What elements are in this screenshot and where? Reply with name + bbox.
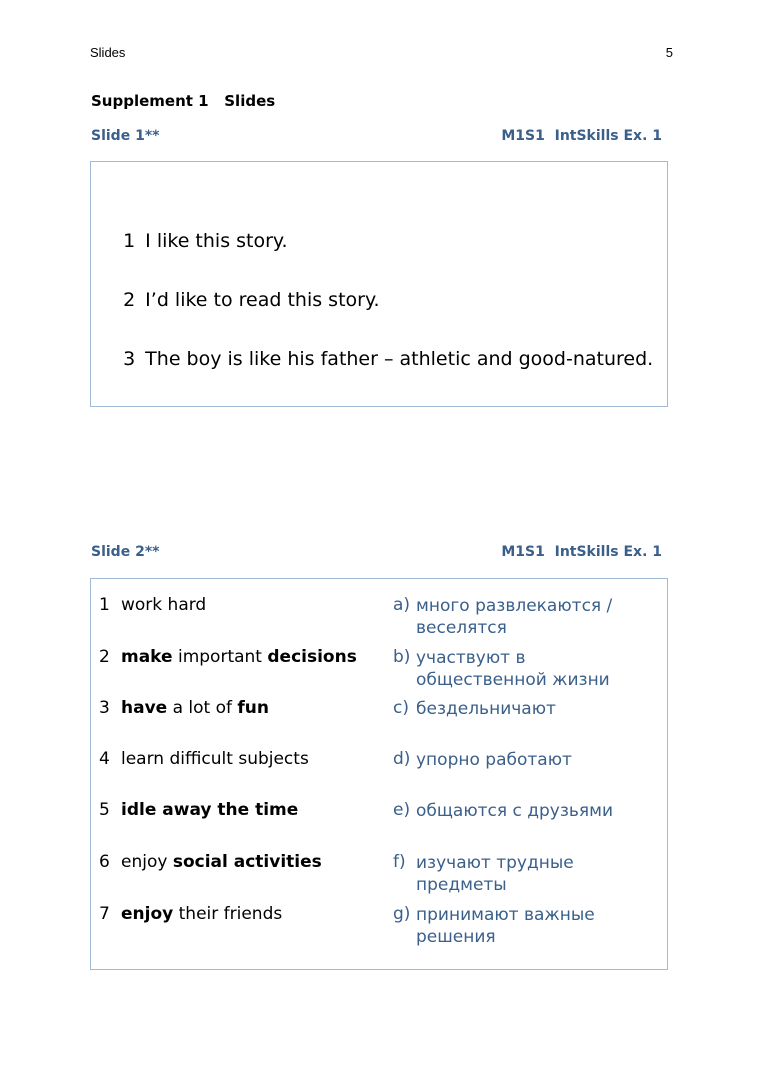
- phrase-part: learn difficult subjects: [121, 749, 309, 769]
- english-phrase: [121, 749, 309, 769]
- phrase-bold-part: fun: [237, 698, 270, 718]
- item-number: 1: [99, 595, 110, 615]
- phrase-bold-part: idle away the time: [121, 800, 299, 820]
- phrase-part: work hard: [121, 595, 207, 615]
- slide-1-line: [99, 208, 288, 274]
- item-number: 3: [99, 698, 110, 718]
- item-number: 6: [99, 852, 110, 872]
- russian-translation: бездельничают: [416, 699, 556, 719]
- phrase-bold-part: have: [121, 698, 168, 718]
- phrase-part: enjoy: [121, 852, 173, 872]
- slide-2-label: Slide 2**: [91, 544, 160, 560]
- page-header-title: Slides: [90, 45, 126, 60]
- phrase-bold-part: decisions: [267, 647, 357, 667]
- option-letter: g): [393, 904, 411, 924]
- line-number: 2: [123, 289, 136, 311]
- line-text: I like this story.: [145, 230, 288, 252]
- russian-translation: много развлекаются / веселятся: [416, 596, 613, 638]
- item-number: 2: [99, 647, 110, 667]
- page-number: 5: [665, 45, 673, 60]
- english-phrase: [121, 698, 269, 718]
- english-phrase: [121, 647, 357, 667]
- option-letter: b): [393, 647, 411, 667]
- slide-2-reference: M1S1 IntSkills Ex. 1: [501, 544, 662, 560]
- slide-1-label: Slide 1**: [91, 128, 160, 144]
- item-number: 4: [99, 749, 110, 769]
- slide-1-box: [90, 161, 668, 407]
- slide-1-reference: M1S1 IntSkills Ex. 1: [501, 128, 662, 144]
- item-number: 5: [99, 800, 110, 820]
- option-letter: e): [393, 800, 411, 820]
- russian-translation: принимают важные решения: [416, 905, 595, 947]
- item-number: 7: [99, 904, 110, 924]
- option-letter: f): [393, 852, 406, 872]
- phrase-part: a lot of: [167, 698, 238, 718]
- russian-translation: изучают трудные предметы: [416, 853, 574, 895]
- slide-1-line: [99, 326, 653, 392]
- phrase-bold-part: make: [121, 647, 173, 667]
- line-number: 3: [123, 348, 136, 370]
- english-phrase: [121, 800, 298, 820]
- phrase-part: important: [172, 647, 268, 667]
- option-letter: d): [393, 749, 411, 769]
- english-phrase: [121, 595, 206, 615]
- line-number: 1: [123, 230, 136, 252]
- option-letter: c): [393, 698, 409, 718]
- russian-translation: общаются с друзьями: [416, 801, 614, 821]
- russian-translation: участвуют в общественной жизни: [416, 648, 610, 690]
- line-text: I’d like to read this story.: [145, 289, 380, 311]
- english-phrase: [121, 852, 322, 872]
- slide-1-line: [99, 267, 380, 333]
- russian-translation: упорно работают: [416, 750, 572, 770]
- english-phrase: [121, 904, 282, 924]
- slide-2-box: [90, 578, 668, 970]
- phrase-bold-part: social activities: [172, 852, 322, 872]
- phrase-bold-part: enjoy: [121, 904, 174, 924]
- phrase-part: their friends: [173, 904, 283, 924]
- supplement-title: Supplement 1 Slides: [91, 92, 276, 110]
- line-text: The boy is like his father – athletic and good-natured.: [145, 348, 654, 370]
- option-letter: a): [393, 595, 411, 615]
